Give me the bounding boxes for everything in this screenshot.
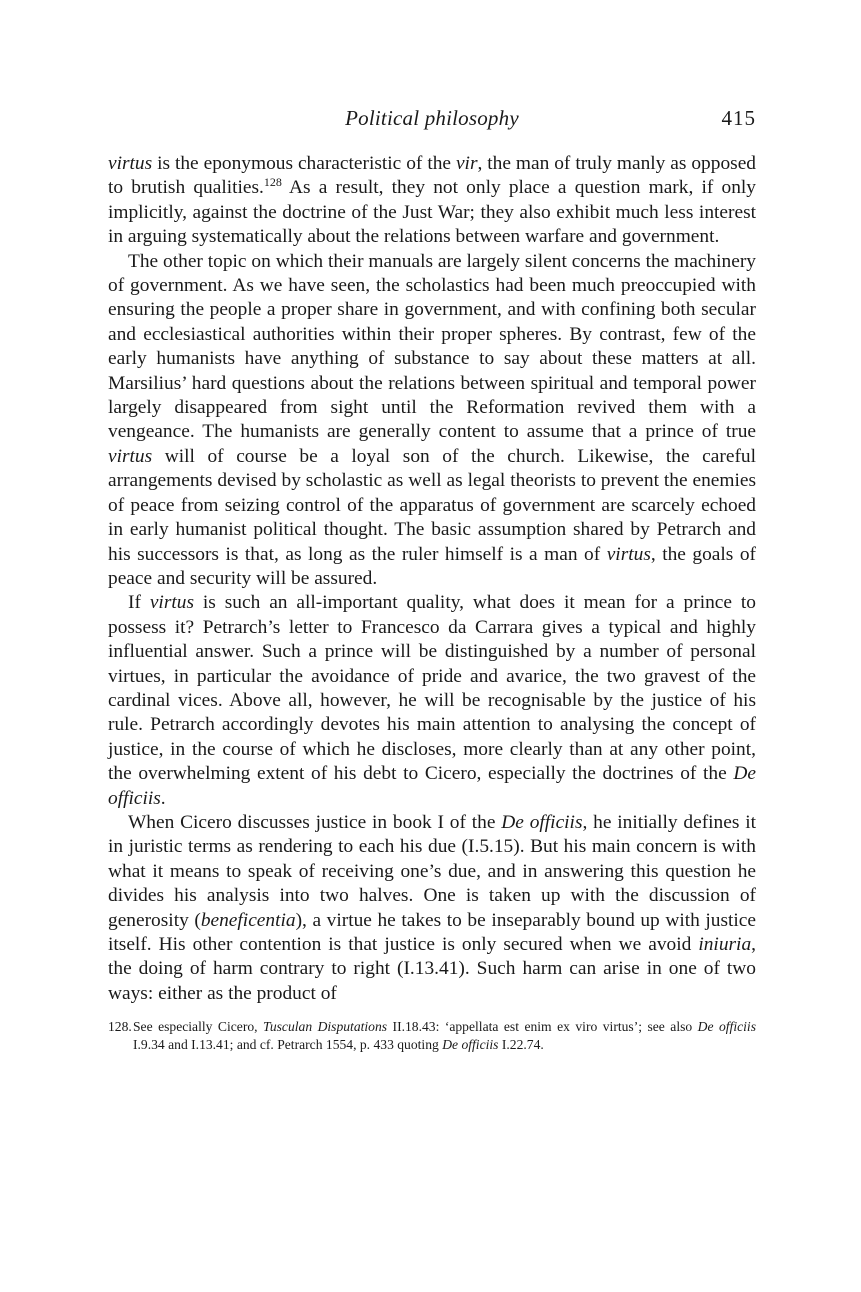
paragraph	[108, 250, 756, 592]
book-page	[108, 100, 756, 1054]
text-run: , the man of truly manly as opposed to brutish qualities.	[108, 153, 756, 199]
italic-text: beneficentia	[200, 909, 296, 931]
italic-text: De officiis	[108, 763, 756, 809]
text-run: ), a virtue he takes to be inseparably bound up with justice itself. His other contention is that justice is only secured when we avoid	[108, 909, 756, 955]
footnote-text	[133, 1019, 756, 1052]
footnotes	[108, 1018, 756, 1054]
running-title: Political philosophy	[345, 106, 519, 130]
text-run: I.9.34 and I.13.41; and cf. Petrarch 1554, p. 433 quoting	[133, 1037, 443, 1053]
page-number: 415	[721, 106, 756, 130]
text-run: When Cicero discusses justice in book I of the	[128, 811, 502, 833]
text-run: As a result, they not only place a question mark, if only implicitly, against the doctrine of the Just War; they also exhibit much less interest in arguing systematically about the relations between warfare and government.	[108, 177, 756, 248]
footnote-number: 128.	[108, 1019, 132, 1035]
text-run: is the eponymous characteristic of the	[152, 153, 456, 174]
running-head	[108, 100, 756, 134]
text-run: will of course be a loyal son of the church. Likewise, the careful arrangements devised by scholastic as well as legal theorists to prevent the enemies of peace from seizing control of the apparatus of government are scarcely echoed in early humanist political thought. The basic assumption shared by Petrarch and his successors is that, as long as the ruler himself is a man of	[108, 445, 756, 565]
italic-text: virtus	[149, 592, 194, 614]
italic-text: virtus	[108, 445, 153, 467]
italic-text: iniuria	[698, 934, 752, 955]
italic-text: vir	[455, 153, 478, 174]
paragraph	[108, 591, 756, 811]
italic-text: virtus	[108, 153, 153, 174]
paragraph	[108, 152, 756, 250]
paragraph	[108, 811, 756, 1006]
text-run: , he initially defines it in juristic terms as rendering to each his due (I.5.15). But his main concern is with what it means to speak of receiving one’s due, and in answering this question he divides his analysis into two halves. One is taken up with the discussion of generosity (	[108, 811, 756, 931]
italic-text: Tusculan Disputations	[263, 1019, 388, 1035]
italic-text: De officiis	[697, 1019, 756, 1035]
text-run: is such an all-important quality, what does it mean for a prince to possess it? Petrarch’s letter to Francesco da Carrara gives a typical and highly influential answer. Such a prince will be distinguished by a number of personal virtues, in particular the avoidance of pride and avarice, the two gravest of the cardinal vices. Above all, however, he will be recognisable by the justice of his rule. Petrarch accordingly devotes his main attention to analysing the concept of justice, in the course of which he discloses, more clearly than at any other point, the overwhelming extent of his debt to Cicero, especially the doctrines of the	[108, 592, 756, 785]
text-run: .	[160, 787, 166, 809]
italic-text: virtus	[606, 543, 651, 565]
text-run: See especially Cicero,	[133, 1019, 264, 1035]
italic-text: De officiis	[442, 1037, 499, 1053]
footnote-reference: 128	[263, 175, 282, 190]
text-run: If	[128, 592, 150, 614]
text-run: , the doing of harm contrary to right (I.13.41). Such harm can arise in one of two ways: either as the product of	[108, 934, 756, 1004]
text-run: , the goals of peace and security will be assured.	[108, 543, 757, 589]
footnote	[108, 1018, 756, 1054]
text-run: II.18.43: ‘appellata est enim ex viro virtus’; see also	[387, 1019, 698, 1035]
text-run: The other topic on which their manuals are largely silent concerns the machinery of government. As we have seen, the scholastics had been much preoccupied with ensuring the people a proper share in government, and with confining both secular and ecclesiastical authorities within their proper spheres. By contrast, few of the early humanists have anything of substance to say about these matters at all. Marsilius’ hard questions about the relations between spiritual and temporal power largely disappeared from sight until the Reformation revived them with a vengeance. The humanists are generally content to assume that a prince of true	[108, 250, 756, 443]
italic-text: De officiis	[501, 811, 583, 833]
body-text	[108, 152, 756, 1006]
text-run: I.22.74.	[498, 1037, 544, 1053]
